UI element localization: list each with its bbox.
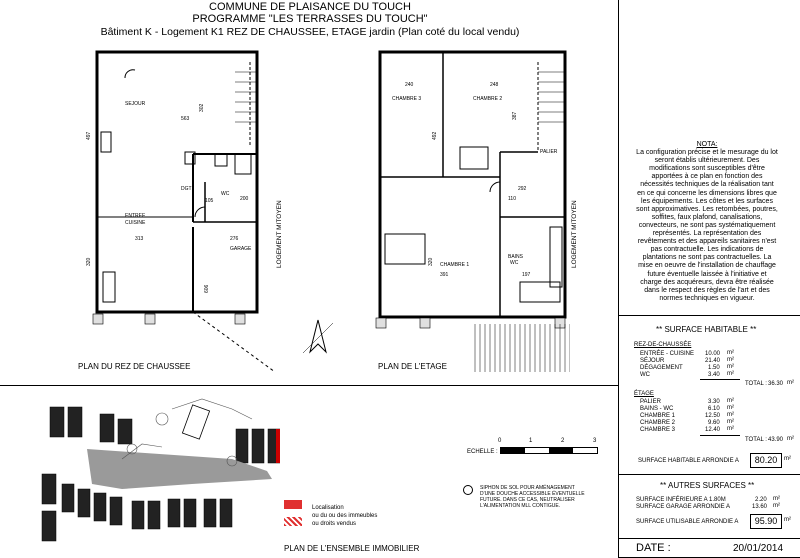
legend-line3: ou droits vendus: [312, 521, 357, 527]
etage-bwc: WC: [510, 260, 519, 266]
nota-line: convecteurs, ne sont pas systématiquement: [638, 221, 776, 229]
etage-d387: 387: [512, 111, 518, 120]
plan-etage: [370, 42, 570, 372]
autres-row-value: 2.20: [755, 497, 767, 503]
header-commune: COMMUNE DE PLAISANCE DU TOUCH: [209, 1, 411, 13]
autres-row-unit: m²: [773, 496, 780, 502]
etage-row-value: 6.10: [708, 406, 720, 412]
nota-line: La configuration précise et le mesurage du lot: [636, 149, 778, 157]
rdc-d200: 200: [240, 196, 249, 202]
legend-line1: Localisation: [312, 505, 344, 511]
rdc-d302: 302: [199, 103, 205, 112]
rdc-total-label: TOTAL :: [745, 381, 767, 387]
nota-line: nécessités techniques de la réalisation tant: [640, 181, 774, 189]
etage-d197: 197: [522, 272, 531, 278]
rdc-caption: PLAN DU REZ DE CHAUSSEE: [78, 362, 191, 371]
rdc-row-label: ENTRÉE - CUISINE: [640, 351, 695, 357]
legend-line2: ou du ou des immeubles: [312, 513, 378, 519]
rdc-row-value: 1.50: [708, 365, 720, 371]
rdc-row-unit: m²: [727, 350, 734, 356]
header-programme: PROGRAMME "LES TERRASSES DU TOUCH": [192, 13, 428, 25]
autres-row-label: SURFACE INFÉRIEURE A 1.80M: [636, 497, 726, 503]
etage-caption: PLAN DE L'ETAGE: [378, 362, 447, 371]
habitable-rounded-unit: m²: [784, 456, 791, 462]
rdc-d313: 313: [135, 236, 144, 242]
header-batiment: Bâtiment K - Logement K1 REZ DE CHAUSSEE, ETAGE jardin (Plan coté du local vendu): [100, 26, 520, 38]
siphon-line: SIPHON DE SOL POUR AMÉNAGEMENT: [480, 485, 575, 491]
rdc-sejour: SEJOUR: [125, 101, 146, 107]
scale-tick: 2: [561, 438, 565, 444]
plan-rdc: [85, 42, 275, 372]
rdc-d276: 276: [230, 236, 239, 242]
nota-line: dans le respect des règles de l'art et des: [644, 286, 770, 294]
etage-row-unit: m²: [727, 398, 734, 404]
etage-d391: 391: [440, 272, 449, 278]
ensemble-caption: PLAN DE L'ENSEMBLE IMMOBILIER: [284, 544, 420, 553]
legend-swatch-solid: [284, 500, 302, 509]
siphon-line: D'UNE DOUCHE ACCESSIBLE ÉVENTUELLE: [480, 491, 585, 497]
etage-row-unit: m²: [727, 405, 734, 411]
etage-row-value: 12.50: [705, 413, 721, 419]
etage-row-label: PALIER: [640, 399, 661, 405]
etage-row-value: 9.60: [708, 420, 720, 426]
nota-line: soffites, faux plafond, canalisations,: [651, 213, 763, 221]
rdc-d320: 320: [86, 257, 92, 266]
rdc-cuisine: CUISINE: [125, 220, 146, 226]
etage-d320: 320: [428, 257, 434, 266]
nota-line: représentés. La représentation des: [652, 230, 762, 238]
rdc-d606: 606: [204, 284, 210, 293]
utilisable-unit: m²: [784, 517, 791, 523]
etage-ch2: CHAMBRE 2: [473, 96, 503, 102]
scale-label: ECHELLE :: [467, 449, 498, 455]
siphon-line: L'ALIMENTATION MLL CONTIGUE.: [480, 503, 561, 509]
scale-tick: 3: [593, 438, 597, 444]
nota-line: les équipements. Les côtes et les surfaces: [641, 197, 773, 205]
autres-row-value: 13.60: [752, 504, 768, 510]
nota-line: pas contractuelle. Les indications de: [650, 246, 764, 254]
rdc-entree: ENTREE: [125, 213, 146, 219]
nota-line: plantations ne sont pas contractuelles. La: [642, 254, 772, 262]
etage-palier: PALIER: [540, 149, 558, 155]
etage-total-label: TOTAL :: [745, 437, 767, 443]
rdc-d563: 563: [181, 116, 190, 122]
etage-total-unit: m²: [787, 436, 794, 442]
scale-tick: 1: [529, 438, 533, 444]
etage-d492: 492: [432, 131, 438, 140]
etage-total-value: 43.90: [768, 437, 784, 443]
habitable-rounded-value: 80.20: [750, 453, 782, 468]
scale-bar: [500, 447, 598, 454]
nota-line: modifications sont susceptibles d'être: [649, 165, 765, 173]
etage-row-label: CHAMBRE 2: [640, 420, 676, 426]
nota-line: revêtements et des appareils sanitaires n'est: [637, 238, 777, 246]
nota-line: seront établis ultérieurement. Des: [654, 157, 760, 165]
etage-row-label: CHAMBRE 1: [640, 413, 676, 419]
etage-ch1: CHAMBRE 1: [440, 262, 470, 268]
nota-title: NOTA:: [696, 141, 718, 148]
utilisable-label: SURFACE UTILISABLE ARRONDIE A: [636, 519, 739, 525]
date-label: DATE :: [636, 542, 671, 554]
date-value: 20/01/2014: [733, 543, 784, 554]
north-arrow-icon: [298, 318, 338, 358]
etage-d110: 110: [508, 196, 516, 202]
etage-row-value: 3.30: [708, 399, 720, 405]
surface-habitable-title: ** SURFACE HABITABLE **: [656, 325, 757, 334]
legend-swatch-hatched: [284, 517, 302, 526]
rdc-total-value: 36.30: [768, 381, 784, 387]
rdc-d497: 497: [86, 131, 92, 140]
autres-row-label: SURFACE GARAGE ARRONDIE A: [636, 504, 731, 510]
nota-line: sont approximatives. Les retombées, poutres,: [636, 205, 778, 213]
rdc-mitoyen: LOGEMENT MITOYEN: [276, 200, 283, 268]
rdc-d105: 105: [205, 198, 214, 204]
nota-block: [621, 141, 793, 303]
etage-row-unit: m²: [727, 412, 734, 418]
rdc-row-value: 10.00: [705, 351, 721, 357]
etage-row-value: 12.40: [705, 427, 721, 433]
etage-row-unit: m²: [727, 426, 734, 432]
siphon-line: FUTURE. DANS CE CAS, NEUTRALISER: [480, 497, 575, 503]
etage-mitoyen: LOGEMENT MITOYEN: [571, 200, 578, 268]
rdc-row-unit: m²: [727, 357, 734, 363]
rdc-row-label: SÉJOUR: [640, 358, 665, 364]
nota-line: mise en oeuvre de l'installation de chauffage: [638, 262, 776, 270]
rdc-garage: GARAGE: [230, 246, 252, 252]
site-plan-map: [32, 389, 280, 549]
siphon-icon: [463, 485, 473, 495]
nota-line: normes techniques en vigueur.: [659, 294, 755, 302]
utilisable-value: 95.90: [750, 514, 782, 529]
autres-surfaces-title: ** AUTRES SURFACES **: [660, 481, 755, 490]
rdc-section-title: REZ-DE-CHAUSSÉE: [634, 342, 692, 348]
nota-line: en ce qui concerne les dimensions libres que: [637, 189, 777, 197]
habitable-rounded-label: SURFACE HABITABLE ARRONDIE A: [638, 458, 739, 464]
rdc-row-label: DÉGAGEMENT: [640, 365, 683, 371]
rdc-dgt: DGT: [181, 186, 192, 192]
siphon-note: [480, 485, 615, 509]
autres-row-unit: m²: [773, 503, 780, 509]
etage-row-unit: m²: [727, 419, 734, 425]
nota-line: charge des acquéreurs, devra être réalisée: [640, 278, 774, 286]
etage-d292: 292: [518, 186, 527, 192]
etage-d248: 248: [490, 82, 499, 88]
nota-line: apportées à ce plan en fonction des: [651, 173, 763, 181]
rdc-row-value: 21.40: [705, 358, 721, 364]
rdc-row-unit: m²: [727, 364, 734, 370]
rdc-row-unit: m²: [727, 371, 734, 377]
etage-section-title: ÉTAGE: [634, 391, 654, 397]
etage-row-label: CHAMBRE 3: [640, 427, 676, 433]
etage-row-label: BAINS - WC: [640, 406, 674, 412]
rdc-wc: WC: [221, 191, 230, 197]
nota-line: future éventuelle laissée à l'initiative et: [647, 270, 767, 278]
etage-ch3: CHAMBRE 3: [392, 96, 422, 102]
rdc-row-value: 3.40: [708, 372, 720, 378]
rdc-total-unit: m²: [787, 380, 794, 386]
etage-bains: BAINS: [508, 254, 524, 260]
scale-tick: 0: [498, 438, 502, 444]
rdc-row-label: WC: [640, 372, 650, 378]
etage-d240: 240: [405, 82, 414, 88]
